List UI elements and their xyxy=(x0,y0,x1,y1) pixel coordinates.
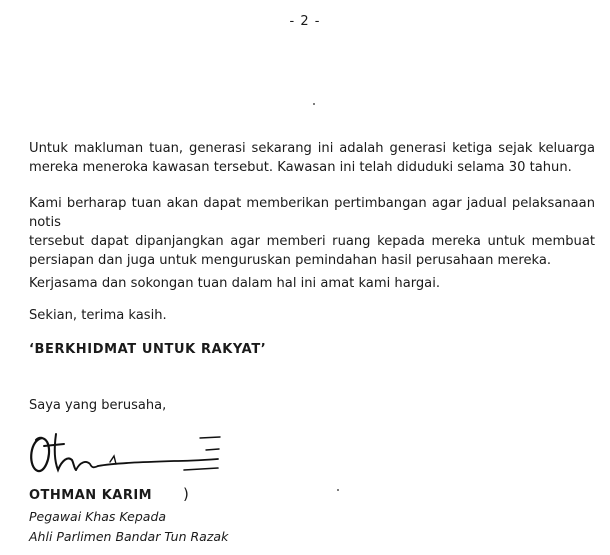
scan-speck xyxy=(337,489,339,491)
paragraph-generation xyxy=(29,139,595,177)
scan-speck xyxy=(313,103,315,105)
paragraph-line: Untuk makluman tuan, generasi sekarang ini adalah generasi ketiga sejak keluarga xyxy=(29,141,595,156)
paragraph-request xyxy=(29,194,595,270)
signatory-name: OTHMAN KARIM xyxy=(29,488,153,503)
handwritten-mark: ) xyxy=(183,485,189,503)
paragraph-line: persiapan dan juga untuk menguruskan pemindahan hasil perusahaan mereka. xyxy=(29,253,552,268)
handwritten-signature xyxy=(24,426,224,484)
signatory-title: Ahli Parlimen Bandar Tun Razak xyxy=(29,529,229,544)
paragraph-line: tersebut dapat dipanjangkan agar memberi ruang kepada mereka untuk membuat xyxy=(29,234,595,249)
paragraph-line: Kami berharap tuan akan dapat memberikan pertimbangan agar jadual pelaksanaan notis xyxy=(29,196,595,230)
closing-line: Saya yang berusaha, xyxy=(29,398,167,413)
signatory-title: Pegawai Khas Kepada xyxy=(29,509,167,524)
paragraph-thanks: Sekian, terima kasih. xyxy=(29,308,167,323)
motto: ‘BERKHIDMAT UNTUK RAKYAT’ xyxy=(29,342,267,357)
page-number: - 2 - xyxy=(289,14,321,29)
paragraph-line: mereka meneroka kawasan tersebut. Kawasan ini telah diduduki selama 30 tahun. xyxy=(29,160,572,175)
paragraph-appreciation: Kerjasama dan sokongan tuan dalam hal ini amat kami hargai. xyxy=(29,276,441,291)
